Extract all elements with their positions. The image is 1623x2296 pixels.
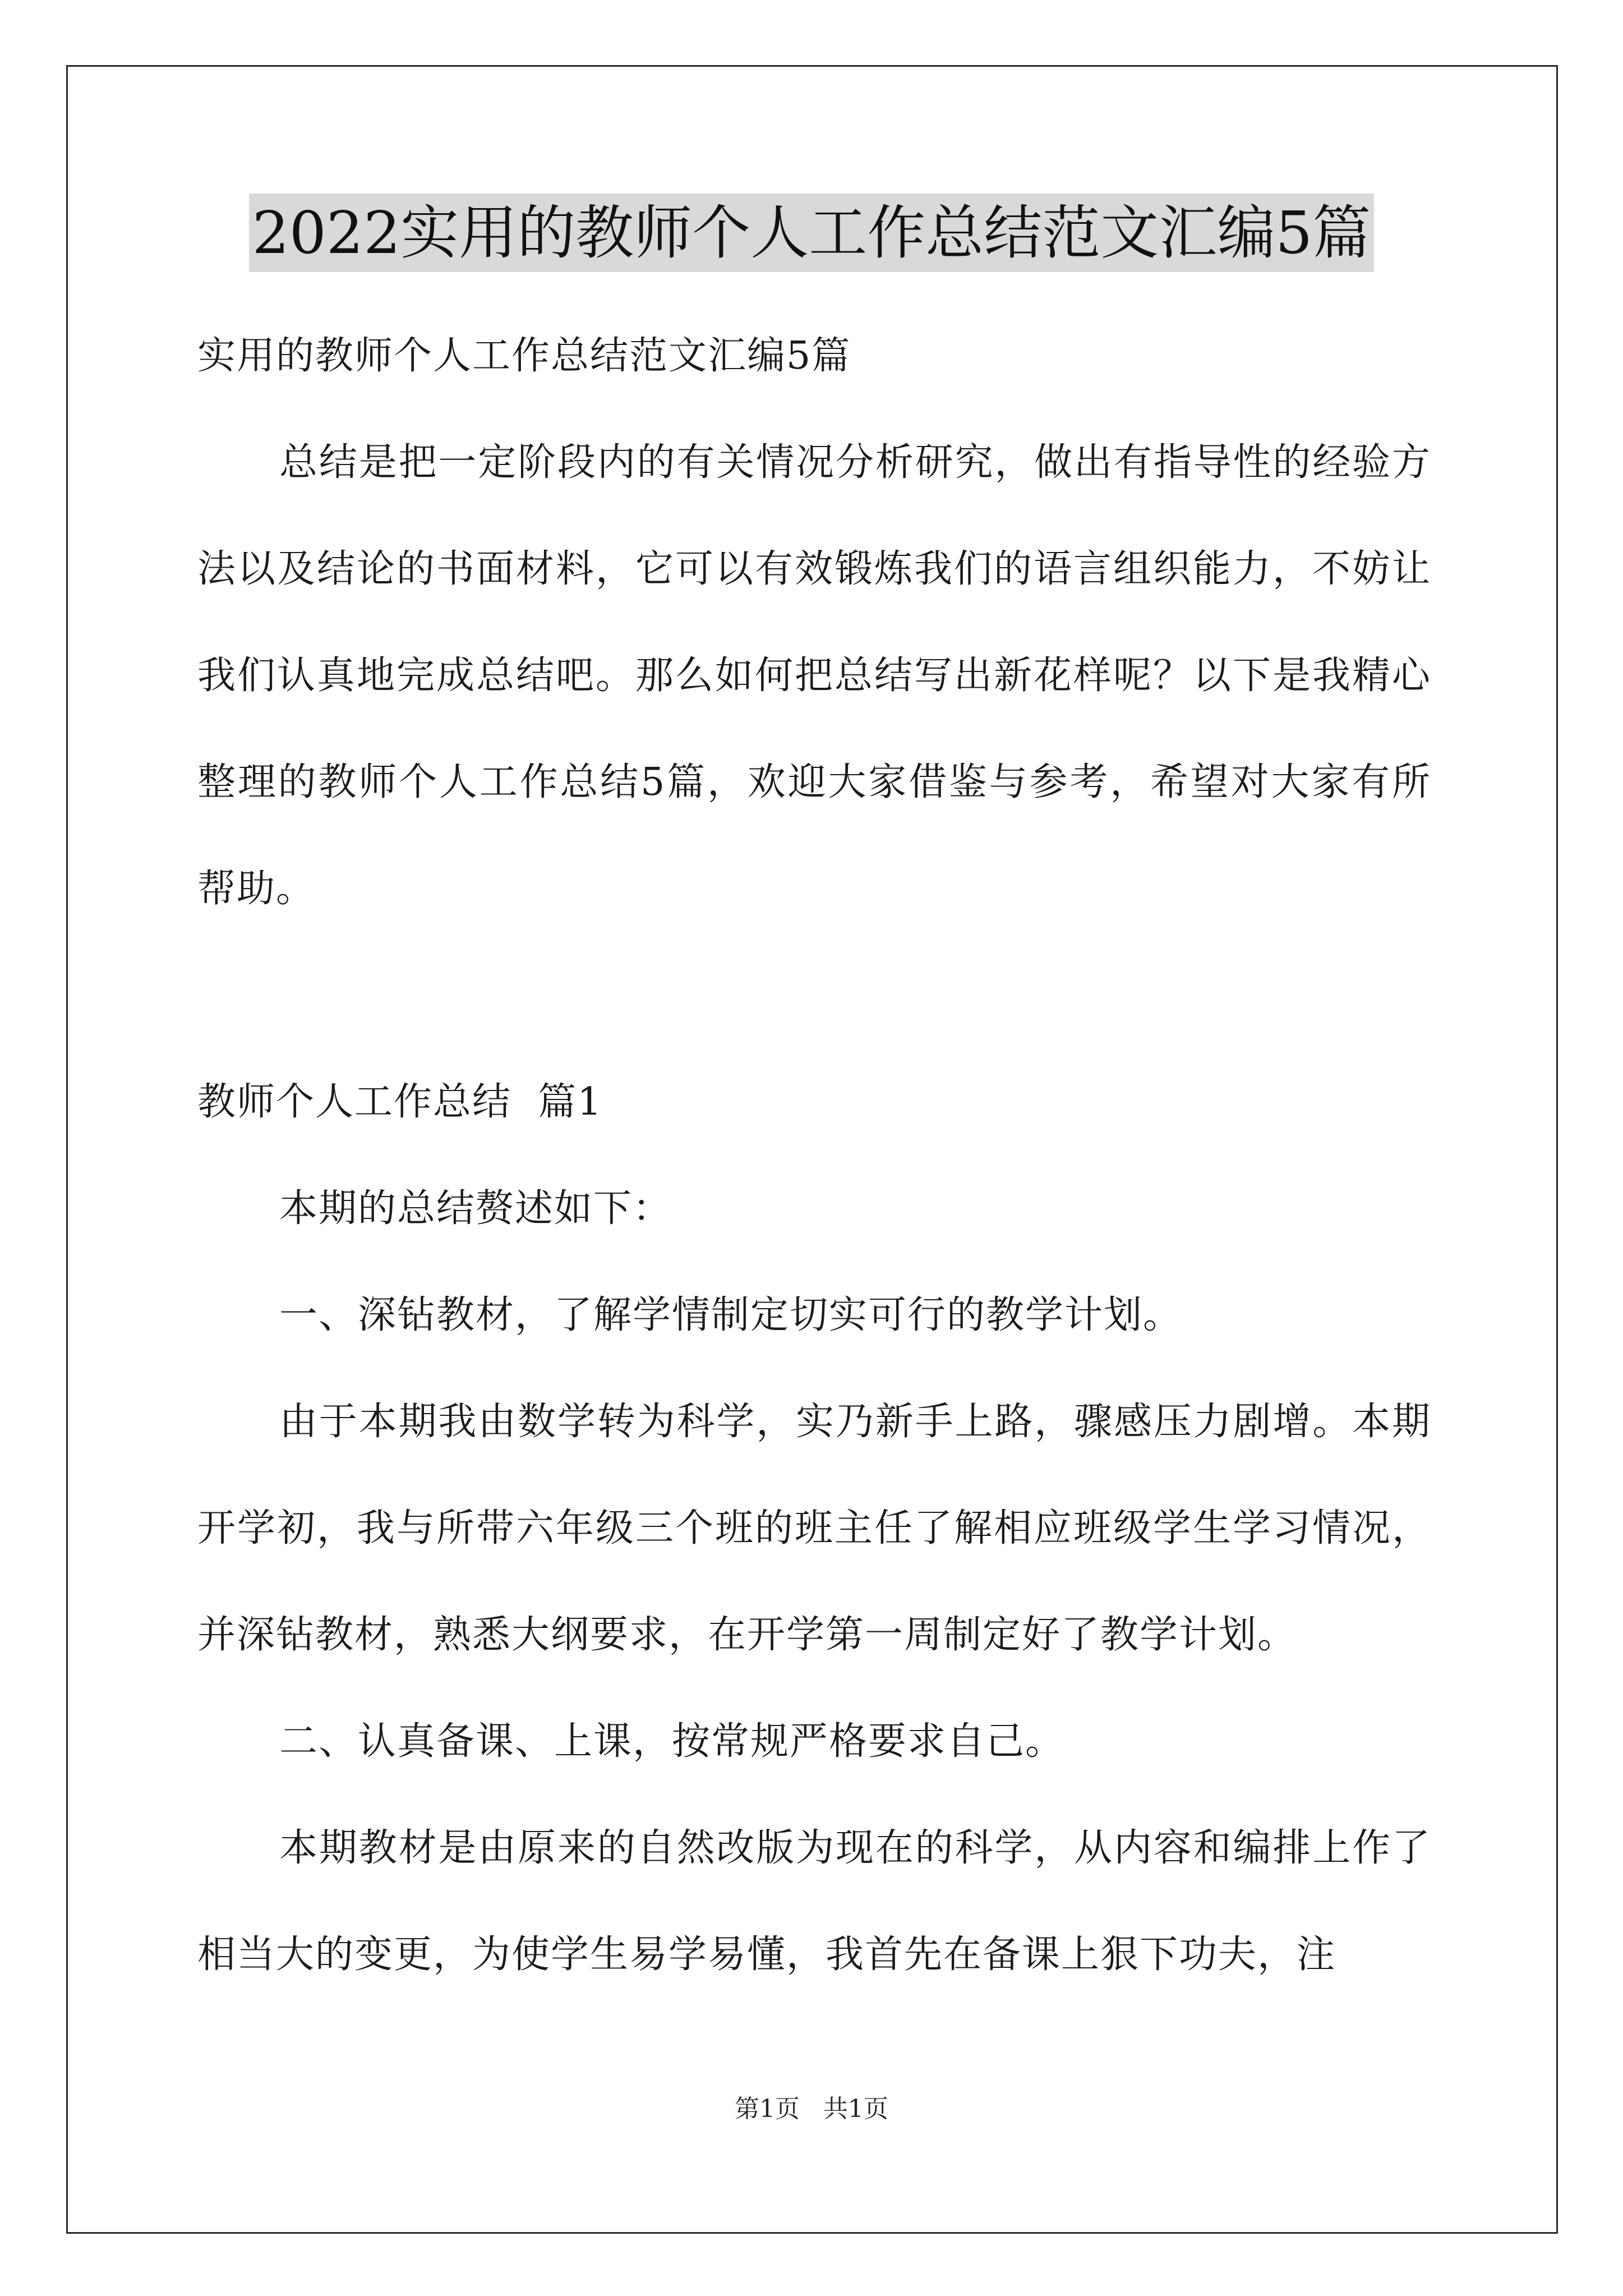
document-title: 2022实用的教师个人工作总结范文汇编5篇 [249, 194, 1375, 272]
title-container [0, 194, 1623, 272]
document-subtitle: 实用的教师个人工作总结范文汇编5篇 [197, 334, 851, 378]
page-number: 第1页 共1页 [735, 2095, 888, 2123]
section-heading: 教师个人工作总结 篇1 [197, 1080, 603, 1124]
paragraph: 一、深钻教材，了解学情制定切实可行的教学计划。 [279, 1293, 1183, 1337]
paragraph: 二、认真备课、上课，按常规严格要求自己。 [279, 1719, 1065, 1764]
paragraph: 本期教材是由原来的自然改版为现在的科学，从内容和编排上作了相当大的变更，为使学生易学易懂，我首先在备课上狠下功夫，注 [197, 1826, 1431, 1977]
intro-paragraph: 总结是把一定阶段内的有关情况分析研究，做出有指导性的经验方法以及结论的书面材料，它可以有效锻炼我们的语言组织能力，不妨让我们认真地完成总结吧。那么如何把总结写出新花样呢？以下是我精心整理的教师个人工作总结5篇，欢迎大家借鉴与参考，希望对大家有所帮助。 [197, 440, 1431, 911]
blank-line [197, 942, 1431, 1049]
document-body [197, 303, 1431, 2008]
paragraph: 本期的总结赘述如下： [279, 1186, 672, 1231]
paragraph: 由于本期我由数学转为科学，实乃新手上路，骤感压力剧增。本期开学初，我与所带六年级三个班的班主任了解相应班级学生学习情况，并深钻教材，熟悉大纲要求，在开学第一周制定好了教学计划。 [197, 1400, 1431, 1657]
page-footer [0, 2092, 1623, 2126]
